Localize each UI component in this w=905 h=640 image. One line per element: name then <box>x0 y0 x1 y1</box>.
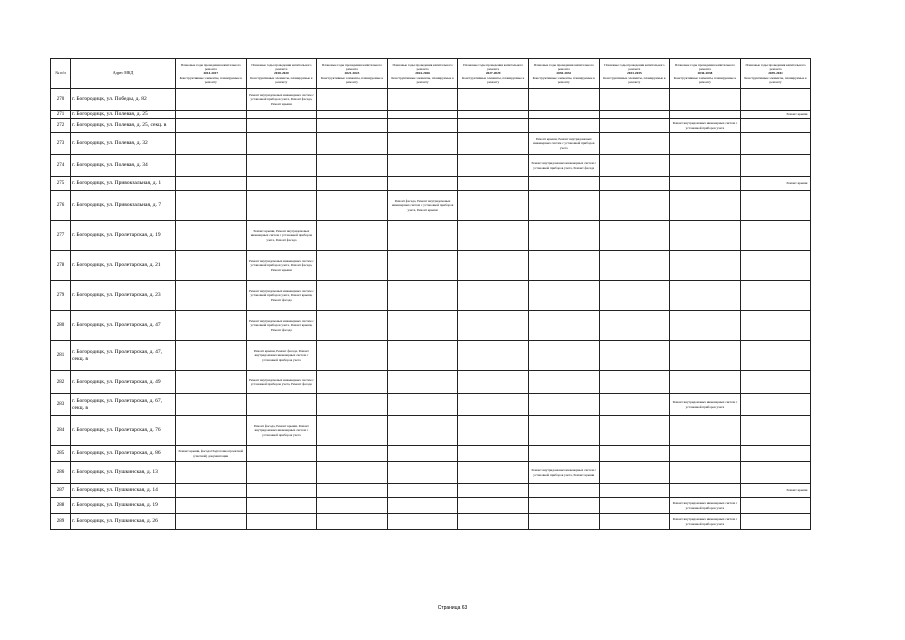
table-row <box>51 191 811 221</box>
page-number: Страница 63 <box>437 605 468 611</box>
repair-works-cell <box>246 446 317 462</box>
row-number: 289 <box>51 514 71 530</box>
repair-works-cell <box>176 341 247 371</box>
repair-works-cell <box>387 462 458 484</box>
header-period-years: 2024-2026 <box>415 71 430 76</box>
repair-works-cell <box>458 446 529 462</box>
repair-works-cell: Ремонт внутридомовых инженерных систем с установкой приборов учета, Ремонт фасада, Ремонт крыши <box>246 89 317 111</box>
row-number: 278 <box>51 251 71 281</box>
header-period <box>458 59 529 89</box>
repair-works-cell <box>317 155 388 177</box>
repair-works-cell <box>317 484 388 498</box>
repair-works-cell <box>740 416 811 446</box>
repair-works-cell <box>599 177 670 191</box>
repair-works-cell <box>317 119 388 133</box>
repair-works-cell <box>387 177 458 191</box>
repair-works-cell <box>176 311 247 341</box>
repair-works-cell <box>528 498 599 514</box>
header-elements-label: Конструктивные элементы, планируемые к ремонту <box>462 75 525 84</box>
table-row <box>51 311 811 341</box>
table-row <box>51 416 811 446</box>
row-address: г. Богородицк, ул. Пролетарская, д. 23 <box>71 281 176 311</box>
repair-works-cell <box>599 371 670 394</box>
header-plan-label: Плановые годы проведения капитального ремонта <box>321 62 383 72</box>
repair-works-cell <box>176 371 247 394</box>
repair-works-cell <box>387 498 458 514</box>
repair-works-cell <box>740 191 811 221</box>
header-plan-label: Плановые годы проведения капитального ремонта <box>533 62 594 72</box>
repair-works-cell <box>670 446 741 462</box>
repair-works-cell <box>740 251 811 281</box>
repair-works-cell <box>246 394 317 416</box>
row-address: г. Богородицк, ул. Пролетарская, д. 19 <box>71 221 176 251</box>
header-period-years: 2033-2035 <box>627 71 642 76</box>
repair-works-cell <box>740 371 811 394</box>
repair-works-cell <box>458 281 529 311</box>
row-address: г. Богородицк, ул. Полевая, д. 32 <box>71 133 176 155</box>
repair-works-cell <box>740 462 811 484</box>
repair-works-cell <box>387 371 458 394</box>
header-row <box>51 59 811 89</box>
repair-works-cell <box>176 251 247 281</box>
table-row <box>51 484 811 498</box>
row-number: 274 <box>51 155 71 177</box>
repair-works-cell <box>528 177 599 191</box>
repair-works-cell <box>176 221 247 251</box>
repair-works-cell <box>387 446 458 462</box>
repair-works-cell <box>387 119 458 133</box>
header-period-years: 2030-2032 <box>556 71 572 76</box>
repair-works-cell <box>670 484 741 498</box>
repair-works-cell <box>458 394 529 416</box>
repair-works-cell <box>670 281 741 311</box>
repair-works-cell <box>528 221 599 251</box>
table-row <box>51 221 811 251</box>
header-elements-label: Конструктивные элементы, планируемые к ремонту <box>179 75 242 84</box>
repair-works-cell <box>246 498 317 514</box>
repair-works-cell <box>528 514 599 530</box>
repair-works-cell <box>387 416 458 446</box>
repair-works-cell <box>458 371 529 394</box>
repair-works-cell <box>317 462 388 484</box>
repair-works-cell <box>740 514 811 530</box>
table-row <box>51 341 811 371</box>
header-plan-label: Плановые годы проведения капитального ремонта <box>463 62 524 72</box>
header-number: № п/п <box>51 59 71 89</box>
repair-works-cell <box>317 251 388 281</box>
repair-works-cell: Ремонт крыши, Ремонт фасада, Ремонт внутридомовых инженерных систем с установкой приборов учета <box>246 341 317 371</box>
repair-works-cell <box>317 191 388 221</box>
row-address: г. Богородицк, ул. Победы, д. 82 <box>71 89 176 111</box>
repair-works-cell <box>458 221 529 251</box>
row-address: г. Богородицк, ул. Привокзальная, д. 7 <box>71 191 176 221</box>
row-number: 288 <box>51 498 71 514</box>
repair-works-cell <box>458 484 529 498</box>
row-address: г. Богородицк, ул. Пролетарская, д. 47 <box>71 311 176 341</box>
repair-works-cell <box>458 119 529 133</box>
repair-works-cell <box>458 251 529 281</box>
header-plan-label: Плановые годы проведения капитального ремонта <box>180 62 241 72</box>
header-plan-label: Плановые годы проведения капитального ремонта <box>745 62 806 72</box>
table-row <box>51 281 811 311</box>
table-body <box>51 89 811 530</box>
repair-works-cell <box>740 311 811 341</box>
row-number: 281 <box>51 341 71 371</box>
repair-works-cell <box>528 191 599 221</box>
repair-works-cell <box>317 111 388 119</box>
row-address: г. Богородицк, ул. Пушкинская, д. 26 <box>71 514 176 530</box>
repair-works-cell <box>528 89 599 111</box>
repair-works-cell <box>528 484 599 498</box>
repair-works-cell <box>528 281 599 311</box>
table-row <box>51 446 811 462</box>
repair-works-cell <box>246 484 317 498</box>
repair-works-cell <box>246 462 317 484</box>
repair-works-cell <box>176 89 247 111</box>
repair-works-cell <box>670 371 741 394</box>
row-number: 282 <box>51 371 71 394</box>
repair-works-cell <box>317 177 388 191</box>
repair-works-cell <box>670 111 741 119</box>
repair-works-cell <box>387 251 458 281</box>
row-address: г. Богородицк, ул. Пролетарская, д. 49 <box>71 371 176 394</box>
repair-works-cell <box>458 191 529 221</box>
row-number: 287 <box>51 484 71 498</box>
repair-works-cell: Ремонт внутридомовых инженерных систем с установкой приборов учета, Ремонт крыши <box>528 462 599 484</box>
repair-works-cell <box>387 394 458 416</box>
table-header <box>51 59 811 89</box>
row-number: 279 <box>51 281 71 311</box>
header-elements-label: Конструктивные элементы, планируемые к ремонту <box>603 75 666 84</box>
repair-works-cell <box>458 498 529 514</box>
repair-works-cell <box>387 484 458 498</box>
repair-works-cell <box>458 311 529 341</box>
repair-works-cell <box>599 416 670 446</box>
header-elements-label: Конструктивные элементы, планируемые к ремонту <box>320 75 384 84</box>
repair-works-cell: Ремонт внутридомовых инженерных систем с установкой приборов учета <box>670 394 741 416</box>
header-period-years: 2014-2017 <box>203 71 219 76</box>
repair-works-cell <box>599 133 670 155</box>
repair-works-cell <box>599 514 670 530</box>
repair-works-cell <box>599 446 670 462</box>
table-row <box>51 371 811 394</box>
repair-works-cell <box>670 416 741 446</box>
repair-works-cell <box>176 498 247 514</box>
repair-works-cell <box>387 341 458 371</box>
repair-works-cell <box>528 371 599 394</box>
header-period-years: 2027-2029 <box>485 71 501 76</box>
header-elements-label: Конструктивные элементы, планируемые к ремонту <box>532 75 595 84</box>
table-row <box>51 498 811 514</box>
repair-works-cell <box>740 498 811 514</box>
repair-works-cell <box>670 191 741 221</box>
header-period-years: 2039-2041 <box>768 71 783 76</box>
repair-works-cell <box>176 191 247 221</box>
repair-works-cell <box>599 89 670 111</box>
repair-works-cell <box>317 446 388 462</box>
row-address: г. Богородицк, ул. Пролетарская, д. 21 <box>71 251 176 281</box>
repair-works-cell <box>528 311 599 341</box>
repair-works-cell <box>176 416 247 446</box>
repair-works-cell <box>176 155 247 177</box>
table-row <box>51 133 811 155</box>
row-address: г. Богородицк, ул. Пролетарская, д. 86 <box>71 446 176 462</box>
repair-works-cell: Ремонт крыши, Ремонт внутридомовых инженерных систем с установкой приборов учета, Ремонт фасада <box>246 221 317 251</box>
row-number: 275 <box>51 177 71 191</box>
header-period <box>246 59 317 89</box>
table-row <box>51 251 811 281</box>
repair-works-cell <box>458 416 529 446</box>
row-address: г. Богородицк, ул. Полевая, д. 25, секц. в <box>71 119 176 133</box>
repair-works-cell <box>740 446 811 462</box>
repair-works-cell <box>176 111 247 119</box>
header-address: Адрес МКД <box>71 59 176 89</box>
repair-works-cell <box>740 119 811 133</box>
repair-works-cell <box>246 514 317 530</box>
repair-works-cell <box>599 281 670 311</box>
repair-works-cell <box>458 89 529 111</box>
repair-works-cell: Ремонт крыши <box>740 484 811 498</box>
repair-works-cell <box>670 341 741 371</box>
repair-works-cell <box>528 111 599 119</box>
repair-works-cell: Ремонт внутридомовых инженерных систем с установкой приборов учета, Ремонт крыши, Ремонт фасада <box>246 281 317 311</box>
repair-works-cell: Ремонт крыши, Ремонт внутридомовых инженерных систем с установкой приборов учета <box>528 133 599 155</box>
repair-works-cell <box>599 155 670 177</box>
repair-works-cell <box>599 221 670 251</box>
repair-works-cell <box>670 89 741 111</box>
header-elements-label: Конструктивные элементы, планируемые к ремонту <box>744 75 807 84</box>
repair-works-cell <box>458 111 529 119</box>
header-period <box>387 59 458 89</box>
repair-works-cell <box>740 341 811 371</box>
row-number: 273 <box>51 133 71 155</box>
row-number: 271 <box>51 111 71 119</box>
header-period <box>599 59 670 89</box>
repair-works-cell <box>317 394 388 416</box>
header-period-years: 2018-2020 <box>274 71 289 76</box>
repair-works-cell <box>670 133 741 155</box>
repair-works-cell <box>317 311 388 341</box>
row-number: 284 <box>51 416 71 446</box>
repair-works-cell <box>670 311 741 341</box>
table-row <box>51 89 811 111</box>
row-address: г. Богородицк, ул. Пушкинская, д. 14 <box>71 484 176 498</box>
repair-works-cell <box>599 251 670 281</box>
repair-works-cell <box>670 155 741 177</box>
repair-works-cell <box>599 111 670 119</box>
row-number: 272 <box>51 119 71 133</box>
header-elements-label: Конструктивные элементы, планируемые к ремонту <box>250 75 313 84</box>
repair-works-cell <box>176 133 247 155</box>
row-number: 280 <box>51 311 71 341</box>
header-elements-label: Конструктивные элементы, планируемые к ремонту <box>673 75 737 84</box>
capital-repair-table <box>50 58 811 530</box>
repair-works-cell <box>740 133 811 155</box>
row-address: г. Богородицк, ул. Пушкинская, д. 13 <box>71 462 176 484</box>
repair-works-cell <box>528 394 599 416</box>
repair-works-cell <box>599 498 670 514</box>
repair-works-cell <box>387 514 458 530</box>
repair-works-cell <box>246 133 317 155</box>
repair-works-cell: Ремонт внутридомовых инженерных систем с установкой приборов учета <box>670 119 741 133</box>
row-number: 277 <box>51 221 71 251</box>
repair-works-cell <box>599 394 670 416</box>
row-address: г. Богородицк, ул. Привокзальная, д. 1 <box>71 177 176 191</box>
repair-works-cell <box>387 281 458 311</box>
header-period-years: 2036-2038 <box>697 71 713 76</box>
repair-works-cell <box>176 484 247 498</box>
repair-works-cell <box>740 281 811 311</box>
table-row <box>51 119 811 133</box>
repair-works-cell <box>599 484 670 498</box>
repair-works-cell <box>599 191 670 221</box>
row-number: 285 <box>51 446 71 462</box>
repair-works-cell <box>317 416 388 446</box>
repair-works-cell: Ремонт внутридомовых инженерных систем с установкой приборов учета <box>670 498 741 514</box>
repair-works-cell <box>387 133 458 155</box>
row-address: г. Богородицк, ул. Пролетарская, д. 47, секц. в <box>71 341 176 371</box>
header-period <box>317 59 388 89</box>
table-row <box>51 394 811 416</box>
repair-works-cell <box>176 462 247 484</box>
repair-works-cell: Ремонт внутридомовых инженерных систем с установкой приборов учета, Ремонт крыши, Ремонт фасада <box>246 311 317 341</box>
header-period <box>176 59 247 89</box>
repair-works-cell <box>246 119 317 133</box>
repair-works-cell <box>176 514 247 530</box>
repair-works-cell <box>246 155 317 177</box>
header-elements-label: Конструктивные элементы, планируемые к ремонту <box>391 75 454 84</box>
table-row <box>51 462 811 484</box>
repair-works-cell <box>387 221 458 251</box>
repair-works-cell <box>599 119 670 133</box>
row-address: г. Богородицк, ул. Пролетарская, д. 67, секц. в <box>71 394 176 416</box>
header-period <box>528 59 599 89</box>
repair-works-cell <box>317 89 388 111</box>
repair-works-cell <box>176 281 247 311</box>
repair-works-cell: Ремонт крыши <box>740 177 811 191</box>
repair-works-cell <box>740 221 811 251</box>
repair-works-cell <box>528 341 599 371</box>
repair-works-cell <box>670 462 741 484</box>
repair-works-cell <box>458 341 529 371</box>
repair-works-cell <box>670 251 741 281</box>
row-number: 286 <box>51 462 71 484</box>
repair-works-cell <box>387 89 458 111</box>
repair-works-cell <box>528 416 599 446</box>
header-plan-label: Плановые годы проведения капитального ремонта <box>674 62 736 72</box>
repair-works-cell: Ремонт фасада, Ремонт крыши, Ремонт внутридомовых инженерных систем с установкой приборов учета <box>246 416 317 446</box>
row-number: 270 <box>51 89 71 111</box>
repair-works-cell <box>317 281 388 311</box>
header-period <box>740 59 811 89</box>
repair-works-cell <box>458 462 529 484</box>
repair-works-cell <box>246 177 317 191</box>
row-address: г. Богородицк, ул. Полевая, д. 25 <box>71 111 176 119</box>
repair-works-cell <box>458 155 529 177</box>
repair-works-cell <box>176 119 247 133</box>
repair-works-cell <box>317 221 388 251</box>
repair-works-cell <box>458 133 529 155</box>
row-number: 283 <box>51 394 71 416</box>
repair-works-cell <box>528 251 599 281</box>
table-row <box>51 177 811 191</box>
repair-works-cell <box>670 221 741 251</box>
repair-works-cell <box>740 89 811 111</box>
repair-works-cell: Ремонт внутридомовых инженерных систем с установкой приборов учета <box>670 514 741 530</box>
row-address: г. Богородицк, ул. Полевая, д. 34 <box>71 155 176 177</box>
repair-works-cell <box>528 119 599 133</box>
repair-works-cell <box>670 177 741 191</box>
repair-works-cell <box>458 514 529 530</box>
repair-works-cell: Ремонт фасада, Ремонт внутридомовых инженерных систем с установкой приборов учета, Ремонт крыши <box>387 191 458 221</box>
repair-works-cell <box>176 394 247 416</box>
repair-works-cell <box>387 155 458 177</box>
repair-works-cell <box>387 111 458 119</box>
repair-works-cell <box>599 341 670 371</box>
repair-works-cell: Ремонт крыши <box>740 111 811 119</box>
repair-works-cell <box>317 133 388 155</box>
repair-works-cell: Ремонт внутридомовых инженерных систем с установкой приборов учета, Ремонт фасада, Ремонт крыши <box>246 251 317 281</box>
repair-works-cell <box>246 191 317 221</box>
repair-works-cell <box>458 177 529 191</box>
repair-works-cell <box>740 394 811 416</box>
repair-works-cell <box>528 446 599 462</box>
repair-works-cell: Ремонт крыши, фасада Подготовка проектной (сметной) документации <box>176 446 247 462</box>
header-plan-label: Плановые годы проведения капитального ремонта <box>392 62 453 72</box>
repair-works-cell: Ремонт внутридомовых инженерных систем с установкой приборов учета, Ремонт фасада <box>246 371 317 394</box>
repair-works-cell: Ремонт внутридомовых инженерных систем с установкой приборов учета, Ремонт фасада <box>528 155 599 177</box>
repair-works-cell <box>317 514 388 530</box>
repair-works-cell <box>246 111 317 119</box>
header-period <box>670 59 741 89</box>
repair-works-cell <box>317 371 388 394</box>
repair-works-cell <box>599 311 670 341</box>
table-row <box>51 111 811 119</box>
row-number: 276 <box>51 191 71 221</box>
repair-works-cell <box>740 155 811 177</box>
table-row <box>51 155 811 177</box>
row-address: г. Богородицк, ул. Пролетарская, д. 76 <box>71 416 176 446</box>
repair-works-cell <box>387 311 458 341</box>
repair-works-cell <box>599 462 670 484</box>
row-address: г. Богородицк, ул. Пушкинская, д. 19 <box>71 498 176 514</box>
table-row <box>51 514 811 530</box>
repair-works-cell <box>176 177 247 191</box>
header-period-years: 2021-2023 <box>344 71 360 76</box>
repair-works-cell <box>317 498 388 514</box>
repair-works-cell <box>317 341 388 371</box>
header-plan-label: Плановые годы проведения капитального ремонта <box>604 62 665 72</box>
header-plan-label: Плановые годы проведения капитального ремонта <box>251 62 312 72</box>
